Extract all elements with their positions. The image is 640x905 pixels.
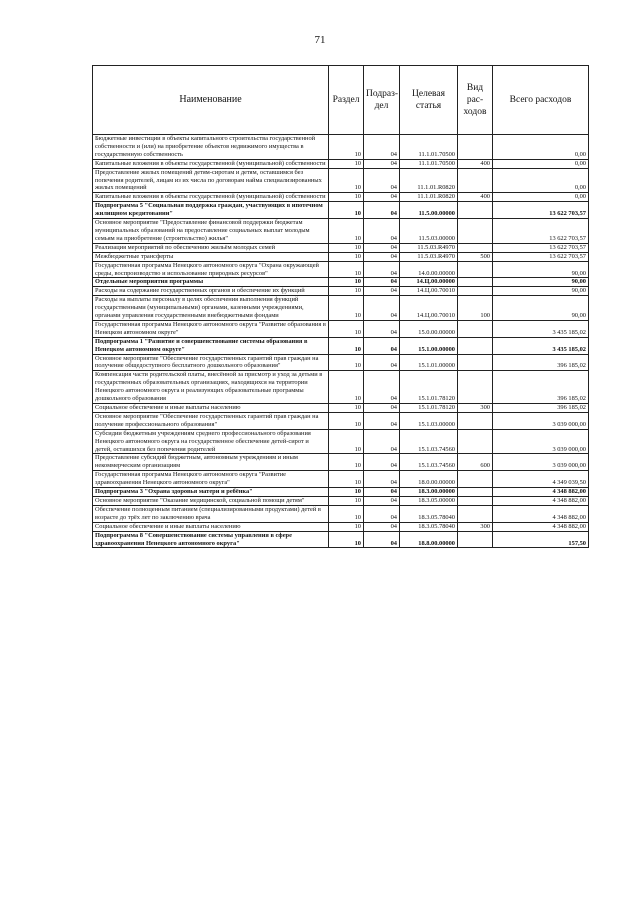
cell-subsection: 04 — [364, 471, 400, 488]
cell-target-article: 18.0.00.00000 — [400, 471, 458, 488]
cell-expense-type — [458, 243, 493, 252]
cell-total: 3 435 185,02 — [493, 320, 589, 337]
cell-total: 90,00 — [493, 287, 589, 296]
cell-expense-type — [458, 496, 493, 505]
cell-name: Социальное обеспечение и иные выплаты населению — [93, 404, 329, 413]
cell-subsection: 04 — [364, 531, 400, 548]
cell-section: 10 — [329, 488, 364, 497]
table-row — [93, 159, 589, 168]
table-row — [93, 219, 589, 244]
cell-name: Государственная программа Ненецкого автономного округа "Охрана окружающей среды, воспроизводство и использование природных ресурсов" — [93, 261, 329, 278]
cell-section: 10 — [329, 243, 364, 252]
cell-target-article: 18.3.05.00000 — [400, 496, 458, 505]
header-total: Всего расходов — [493, 66, 589, 135]
cell-subsection: 04 — [364, 371, 400, 404]
cell-name: Предоставление субсидий бюджетным, автономным учреждениям и иным некоммерческим организациям — [93, 454, 329, 471]
cell-expense-type — [458, 354, 493, 371]
table-row — [93, 471, 589, 488]
cell-expense-type — [458, 412, 493, 429]
cell-name: Обеспечение полноценным питанием (специализированными продуктами) детей в возрасте до трёх лет по заключению врача — [93, 505, 329, 522]
header-section: Раздел — [329, 66, 364, 135]
cell-total: 4 349 039,50 — [493, 471, 589, 488]
cell-subsection: 04 — [364, 168, 400, 193]
cell-total: 3 039 000,00 — [493, 454, 589, 471]
cell-name: Субсидии бюджетным учреждениям среднего профессионального образования Ненецкого автономного округа на государственное обеспечение детей-сирот и детей, оставшихся без попечения родителей — [93, 429, 329, 454]
cell-total: 90,00 — [493, 296, 589, 321]
cell-name: Подпрограмма 1 "Развитие и совершенствование системы образования в Ненецком автономном округе" — [93, 337, 329, 354]
cell-expense-type — [458, 320, 493, 337]
cell-expense-type: 100 — [458, 296, 493, 321]
cell-expense-type: 500 — [458, 252, 493, 261]
cell-expense-type: 300 — [458, 522, 493, 531]
table-row — [93, 168, 589, 193]
cell-target-article: 11.1.01.70500 — [400, 159, 458, 168]
cell-name: Основное мероприятие "Оказание медицинской, социальной помощи детям" — [93, 496, 329, 505]
table-row — [93, 371, 589, 404]
cell-section: 10 — [329, 278, 364, 287]
table-row — [93, 429, 589, 454]
cell-target-article: 15.1.01.00000 — [400, 354, 458, 371]
cell-section: 10 — [329, 202, 364, 219]
cell-subsection: 04 — [364, 202, 400, 219]
table-row — [93, 252, 589, 261]
cell-name: Государственная программа Ненецкого автономного округа "Развитие здравоохранения Ненецкого автономного округа" — [93, 471, 329, 488]
cell-target-article: 18.3.05.78040 — [400, 505, 458, 522]
cell-name: Расходы на выплаты персоналу в целях обеспечения выполнения функций государственными (муниципальными) органами, казенными учреждениями, органами управления государственными внебюджетными фондами — [93, 296, 329, 321]
cell-subsection: 04 — [364, 252, 400, 261]
cell-target-article: 11.5.00.00000 — [400, 202, 458, 219]
table-row — [93, 243, 589, 252]
cell-total: 0,00 — [493, 193, 589, 202]
cell-expense-type — [458, 287, 493, 296]
cell-expense-type — [458, 135, 493, 160]
cell-target-article: 18.3.05.78040 — [400, 522, 458, 531]
cell-total: 90,00 — [493, 278, 589, 287]
cell-subsection: 04 — [364, 320, 400, 337]
cell-section: 10 — [329, 320, 364, 337]
table-row — [93, 496, 589, 505]
cell-total: 4 348 882,00 — [493, 505, 589, 522]
table-row — [93, 135, 589, 160]
cell-target-article: 15.1.01.78120 — [400, 404, 458, 413]
cell-name: Социальное обеспечение и иные выплаты населению — [93, 522, 329, 531]
cell-total: 13 622 703,57 — [493, 219, 589, 244]
cell-expense-type — [458, 429, 493, 454]
cell-subsection: 04 — [364, 429, 400, 454]
table-row — [93, 454, 589, 471]
cell-total: 3 435 185,02 — [493, 337, 589, 354]
cell-name: Подпрограмма 8 "Совершенствование системы управления в сфере здравоохранения Ненецкого автономного округа" — [93, 531, 329, 548]
cell-section: 10 — [329, 168, 364, 193]
cell-subsection: 04 — [364, 219, 400, 244]
cell-name: Компенсация части родительской платы, внесённой за присмотр и уход за детьми в государственных образовательных организациях, находящихся на территории Ненецкого автономного округа и реализующих образовательные программы дошкольного образования — [93, 371, 329, 404]
cell-total: 3 039 000,00 — [493, 412, 589, 429]
cell-section: 10 — [329, 337, 364, 354]
cell-section: 10 — [329, 454, 364, 471]
cell-total: 4 348 882,00 — [493, 488, 589, 497]
cell-subsection: 04 — [364, 287, 400, 296]
cell-expense-type — [458, 531, 493, 548]
cell-expense-type — [458, 168, 493, 193]
cell-section: 10 — [329, 496, 364, 505]
cell-total: 0,00 — [493, 168, 589, 193]
cell-subsection: 04 — [364, 193, 400, 202]
cell-subsection: 04 — [364, 135, 400, 160]
table-row — [93, 404, 589, 413]
cell-subsection: 04 — [364, 412, 400, 429]
cell-target-article: 15.1.03.00000 — [400, 412, 458, 429]
cell-subsection: 04 — [364, 454, 400, 471]
cell-target-article: 15.1.03.74560 — [400, 429, 458, 454]
cell-total: 13 622 703,57 — [493, 252, 589, 261]
cell-target-article: 14.Ц.00.70010 — [400, 287, 458, 296]
table-header-row — [93, 66, 589, 135]
cell-total: 396 185,02 — [493, 371, 589, 404]
table-row — [93, 488, 589, 497]
cell-name: Подпрограмма 5 "Социальная поддержка граждан, участвующих в ипотечном жилищном кредитовании" — [93, 202, 329, 219]
cell-target-article: 11.5.03.R4970 — [400, 243, 458, 252]
cell-expense-type — [458, 219, 493, 244]
table-body — [93, 135, 589, 548]
cell-section: 10 — [329, 261, 364, 278]
cell-expense-type — [458, 505, 493, 522]
cell-target-article: 18.3.00.00000 — [400, 488, 458, 497]
cell-total: 90,00 — [493, 261, 589, 278]
cell-expense-type: 400 — [458, 193, 493, 202]
table-row — [93, 522, 589, 531]
cell-name: Основное мероприятие "Обеспечение государственных гарантий прав граждан на получение профессионального образования" — [93, 412, 329, 429]
cell-section: 10 — [329, 159, 364, 168]
cell-subsection: 04 — [364, 261, 400, 278]
cell-expense-type — [458, 278, 493, 287]
cell-target-article: 15.1.03.74560 — [400, 454, 458, 471]
cell-total: 0,00 — [493, 159, 589, 168]
cell-total: 4 348 882,00 — [493, 522, 589, 531]
cell-total: 0,00 — [493, 135, 589, 160]
cell-target-article: 11.5.03.R4970 — [400, 252, 458, 261]
table-row — [93, 202, 589, 219]
cell-name: Государственная программа Ненецкого автономного округа "Развитие образования в Ненецком автономном округе" — [93, 320, 329, 337]
cell-subsection: 04 — [364, 337, 400, 354]
table-row — [93, 412, 589, 429]
cell-subsection: 04 — [364, 404, 400, 413]
cell-target-article: 11.1.01.R0820 — [400, 168, 458, 193]
cell-subsection: 04 — [364, 488, 400, 497]
table-row — [93, 296, 589, 321]
table-row — [93, 287, 589, 296]
cell-name: Расходы на содержание государственных органов и обеспечение их функций — [93, 287, 329, 296]
header-target-article: Целевая статья — [400, 66, 458, 135]
cell-name: Бюджетные инвестиции в объекты капитального строительства государственной собственности и (или) на приобретение объектов недвижимого имущества в государственную собственность — [93, 135, 329, 160]
cell-subsection: 04 — [364, 278, 400, 287]
cell-section: 10 — [329, 354, 364, 371]
cell-subsection: 04 — [364, 505, 400, 522]
cell-section: 10 — [329, 505, 364, 522]
cell-subsection: 04 — [364, 243, 400, 252]
cell-target-article: 15.0.00.00000 — [400, 320, 458, 337]
cell-target-article: 11.5.03.00000 — [400, 219, 458, 244]
cell-target-article: 11.1.01.70500 — [400, 135, 458, 160]
cell-expense-type: 300 — [458, 404, 493, 413]
cell-section: 10 — [329, 287, 364, 296]
cell-section: 10 — [329, 471, 364, 488]
cell-target-article: 15.1.01.78120 — [400, 371, 458, 404]
page-number: 71 — [314, 34, 326, 46]
cell-section: 10 — [329, 429, 364, 454]
cell-expense-type — [458, 371, 493, 404]
cell-total: 396 185,02 — [493, 404, 589, 413]
cell-expense-type — [458, 337, 493, 354]
cell-expense-type — [458, 261, 493, 278]
cell-section: 10 — [329, 531, 364, 548]
table-row — [93, 505, 589, 522]
cell-expense-type — [458, 471, 493, 488]
table-row — [93, 193, 589, 202]
cell-section: 10 — [329, 412, 364, 429]
cell-section: 10 — [329, 371, 364, 404]
cell-total: 3 039 000,00 — [493, 429, 589, 454]
cell-expense-type — [458, 202, 493, 219]
cell-section: 10 — [329, 135, 364, 160]
cell-section: 10 — [329, 404, 364, 413]
cell-name: Подпрограмма 3 "Охрана здоровья матери и ребёнка" — [93, 488, 329, 497]
cell-target-article: 18.8.00.00000 — [400, 531, 458, 548]
cell-name: Основное мероприятие "Обеспечение государственных гарантий прав граждан на получение общедоступного бесплатного дошкольного образования" — [93, 354, 329, 371]
budget-table — [92, 65, 589, 548]
cell-subsection: 04 — [364, 354, 400, 371]
cell-total: 396 185,02 — [493, 354, 589, 371]
table-row — [93, 320, 589, 337]
cell-total: 157,50 — [493, 531, 589, 548]
cell-section: 10 — [329, 193, 364, 202]
cell-name: Капитальные вложения в объекты государственной (муниципальной) собственности — [93, 159, 329, 168]
cell-expense-type — [458, 488, 493, 497]
cell-total: 4 348 882,00 — [493, 496, 589, 505]
cell-subsection: 04 — [364, 522, 400, 531]
cell-name: Предоставление жилых помещений детям-сиротам и детям, оставшимся без попечения родителей, лицам из их числа по договорам найма специализированных жилых помещений — [93, 168, 329, 193]
cell-subsection: 04 — [364, 159, 400, 168]
cell-subsection: 04 — [364, 296, 400, 321]
cell-name: Капитальные вложения в объекты государственной (муниципальной) собственности — [93, 193, 329, 202]
cell-target-article: 14.Ц.00.00000 — [400, 278, 458, 287]
cell-name: Реализация мероприятий по обеспечению жильём молодых семей — [93, 243, 329, 252]
table-row — [93, 337, 589, 354]
cell-section: 10 — [329, 219, 364, 244]
cell-expense-type: 600 — [458, 454, 493, 471]
table-row — [93, 531, 589, 548]
table-row — [93, 354, 589, 371]
cell-subsection: 04 — [364, 496, 400, 505]
cell-expense-type: 400 — [458, 159, 493, 168]
cell-name: Основное мероприятие "Предоставление финансовой поддержки бюджетам муниципальных образований на предоставление социальных выплат молодым семьям на приобретение (строительство) жилья" — [93, 219, 329, 244]
table-row — [93, 278, 589, 287]
cell-section: 10 — [329, 522, 364, 531]
cell-section: 10 — [329, 296, 364, 321]
cell-name: Межбюджетные трансферты — [93, 252, 329, 261]
header-subsection: Подраз-дел — [364, 66, 400, 135]
cell-total: 13 622 703,57 — [493, 202, 589, 219]
cell-name: Отдельные мероприятия программы — [93, 278, 329, 287]
cell-section: 10 — [329, 252, 364, 261]
cell-target-article: 11.1.01.R0820 — [400, 193, 458, 202]
cell-target-article: 14.0.00.00000 — [400, 261, 458, 278]
cell-target-article: 14.Ц.00.70010 — [400, 296, 458, 321]
header-name: Наименование — [93, 66, 329, 135]
cell-total: 13 622 703,57 — [493, 243, 589, 252]
table-row — [93, 261, 589, 278]
cell-target-article: 15.1.00.00000 — [400, 337, 458, 354]
header-expense-type: Вид рас-ходов — [458, 66, 493, 135]
